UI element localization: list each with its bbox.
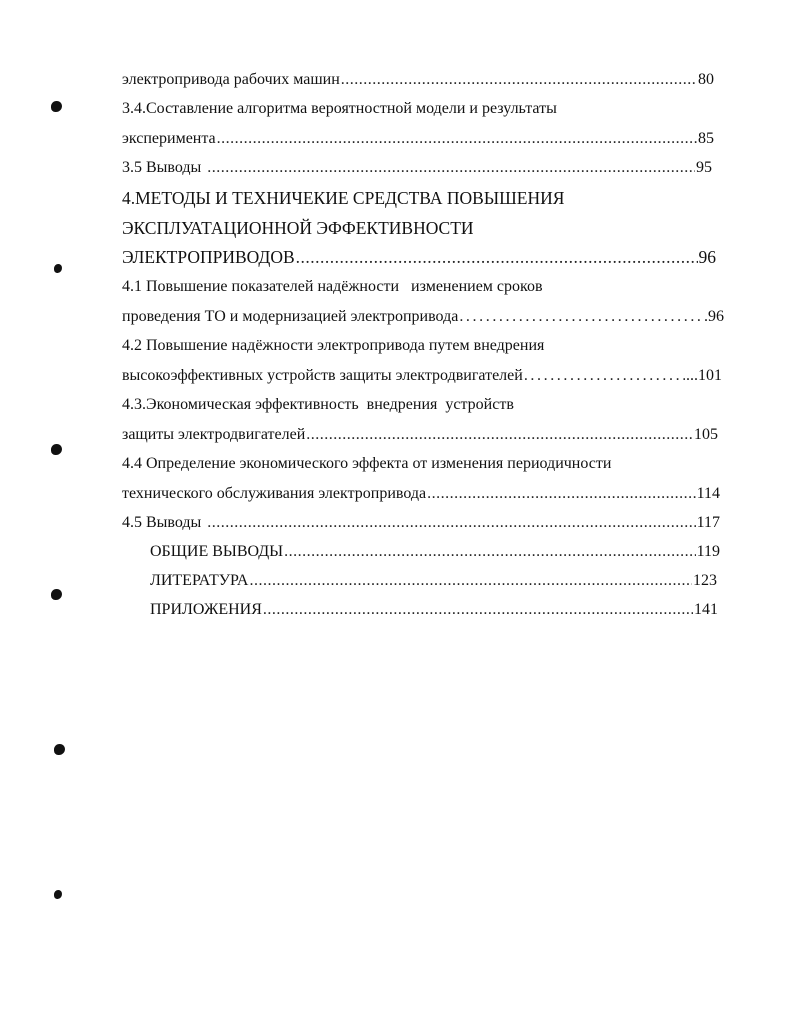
toc-entry-text: 4.3.Экономическая эффективность внедрения устройств <box>122 396 514 413</box>
toc-entry <box>122 269 543 297</box>
toc-entry <box>122 446 611 474</box>
toc-entry <box>122 210 474 238</box>
toc-entry-page: 114 <box>696 485 720 502</box>
toc-entry-text: 4.2 Повышение надёжности электропривода путем внедрения <box>122 337 545 354</box>
punch-hole-mark <box>51 589 62 600</box>
toc-entry-page: ...101 <box>686 367 722 384</box>
dot-leader <box>284 542 695 562</box>
toc-entry <box>122 387 514 415</box>
toc-entry-page: 96 <box>698 247 716 267</box>
toc-entry-text: высокоэффективных устройств защиты электродвигателей <box>122 367 523 384</box>
toc-entry-page: 141 <box>694 601 718 618</box>
toc-entry-text: 4.5 Выводы <box>122 514 202 531</box>
toc-entry-text: 3.5 Выводы <box>122 159 202 176</box>
dot-leader <box>249 571 692 591</box>
dot-leader <box>207 513 695 533</box>
toc-entry <box>122 299 724 327</box>
toc-entry-text: ПРИЛОЖЕНИЯ <box>150 601 262 618</box>
toc-entry <box>122 150 712 178</box>
toc-entry <box>122 239 716 267</box>
toc-entry-page: 105 <box>694 426 718 443</box>
toc-entry-page: .96 <box>704 308 724 325</box>
toc-entry <box>122 62 714 90</box>
dot-leader <box>306 425 693 445</box>
toc-entry-text: ЭЛЕКТРОПРИВОДОВ <box>122 247 295 267</box>
punch-hole-mark <box>54 890 62 899</box>
dot-leader <box>524 366 685 386</box>
toc-entry-text: 3.4.Составление алгоритма вероятностной модели и результаты <box>122 100 557 117</box>
toc-entry-page: 85 <box>698 130 714 147</box>
toc-entry-text: ЛИТЕРАТУРА <box>150 572 249 589</box>
punch-hole-mark <box>54 264 62 273</box>
toc-entry-text: 4.1 Повышение показателей надёжности изменением сроков <box>122 278 543 295</box>
toc-entry-page: 119 <box>696 543 720 560</box>
dot-leader <box>459 307 703 327</box>
toc-entry-page: 117 <box>696 514 720 531</box>
toc-entry-text: ОБЩИЕ ВЫВОДЫ <box>150 543 284 560</box>
punch-hole-mark <box>54 744 65 755</box>
toc-entry <box>122 121 714 149</box>
toc-entry-page: 95 <box>696 159 712 176</box>
toc-entry-text: технического обслуживания электропривода <box>122 485 427 502</box>
punch-hole-mark <box>51 444 62 455</box>
dot-leader <box>296 247 698 267</box>
toc-entry <box>150 563 717 591</box>
toc-entry <box>122 328 544 356</box>
toc-entry-text: проведения ТО и модернизацией электропривода <box>122 308 459 325</box>
toc-entry <box>150 592 718 620</box>
toc-entry <box>150 534 720 562</box>
punch-hole-mark <box>51 101 62 112</box>
toc-entry <box>122 505 720 533</box>
toc-entry <box>122 358 722 386</box>
dot-leader <box>341 70 697 90</box>
toc-entry-text: 4.4 Определение экономического эффекта от изменения периодичности <box>122 455 612 472</box>
toc-entry-page: 123 <box>693 572 717 589</box>
toc-entry-page: 80 <box>698 71 714 88</box>
dot-leader <box>207 158 695 178</box>
toc-entry-text: защиты электродвигателей <box>122 426 306 443</box>
toc-entry <box>122 180 564 208</box>
dot-leader <box>217 129 697 149</box>
dot-leader <box>427 484 695 504</box>
dot-leader <box>263 600 693 620</box>
toc-entry-text: эксперимента <box>122 130 216 147</box>
toc-entry-text: электропривода рабочих машин <box>122 71 340 88</box>
toc-entry-text: ЭКСПЛУАТАЦИОННОЙ ЭФФЕКТИВНОСТИ <box>122 218 474 238</box>
toc-entry <box>122 476 720 504</box>
toc-entry <box>122 417 718 445</box>
toc-entry-text: 4.МЕТОДЫ И ТЕХНИЧЕКИЕ СРЕДСТВА ПОВЫШЕНИЯ <box>122 188 565 208</box>
toc-entry <box>122 91 557 119</box>
